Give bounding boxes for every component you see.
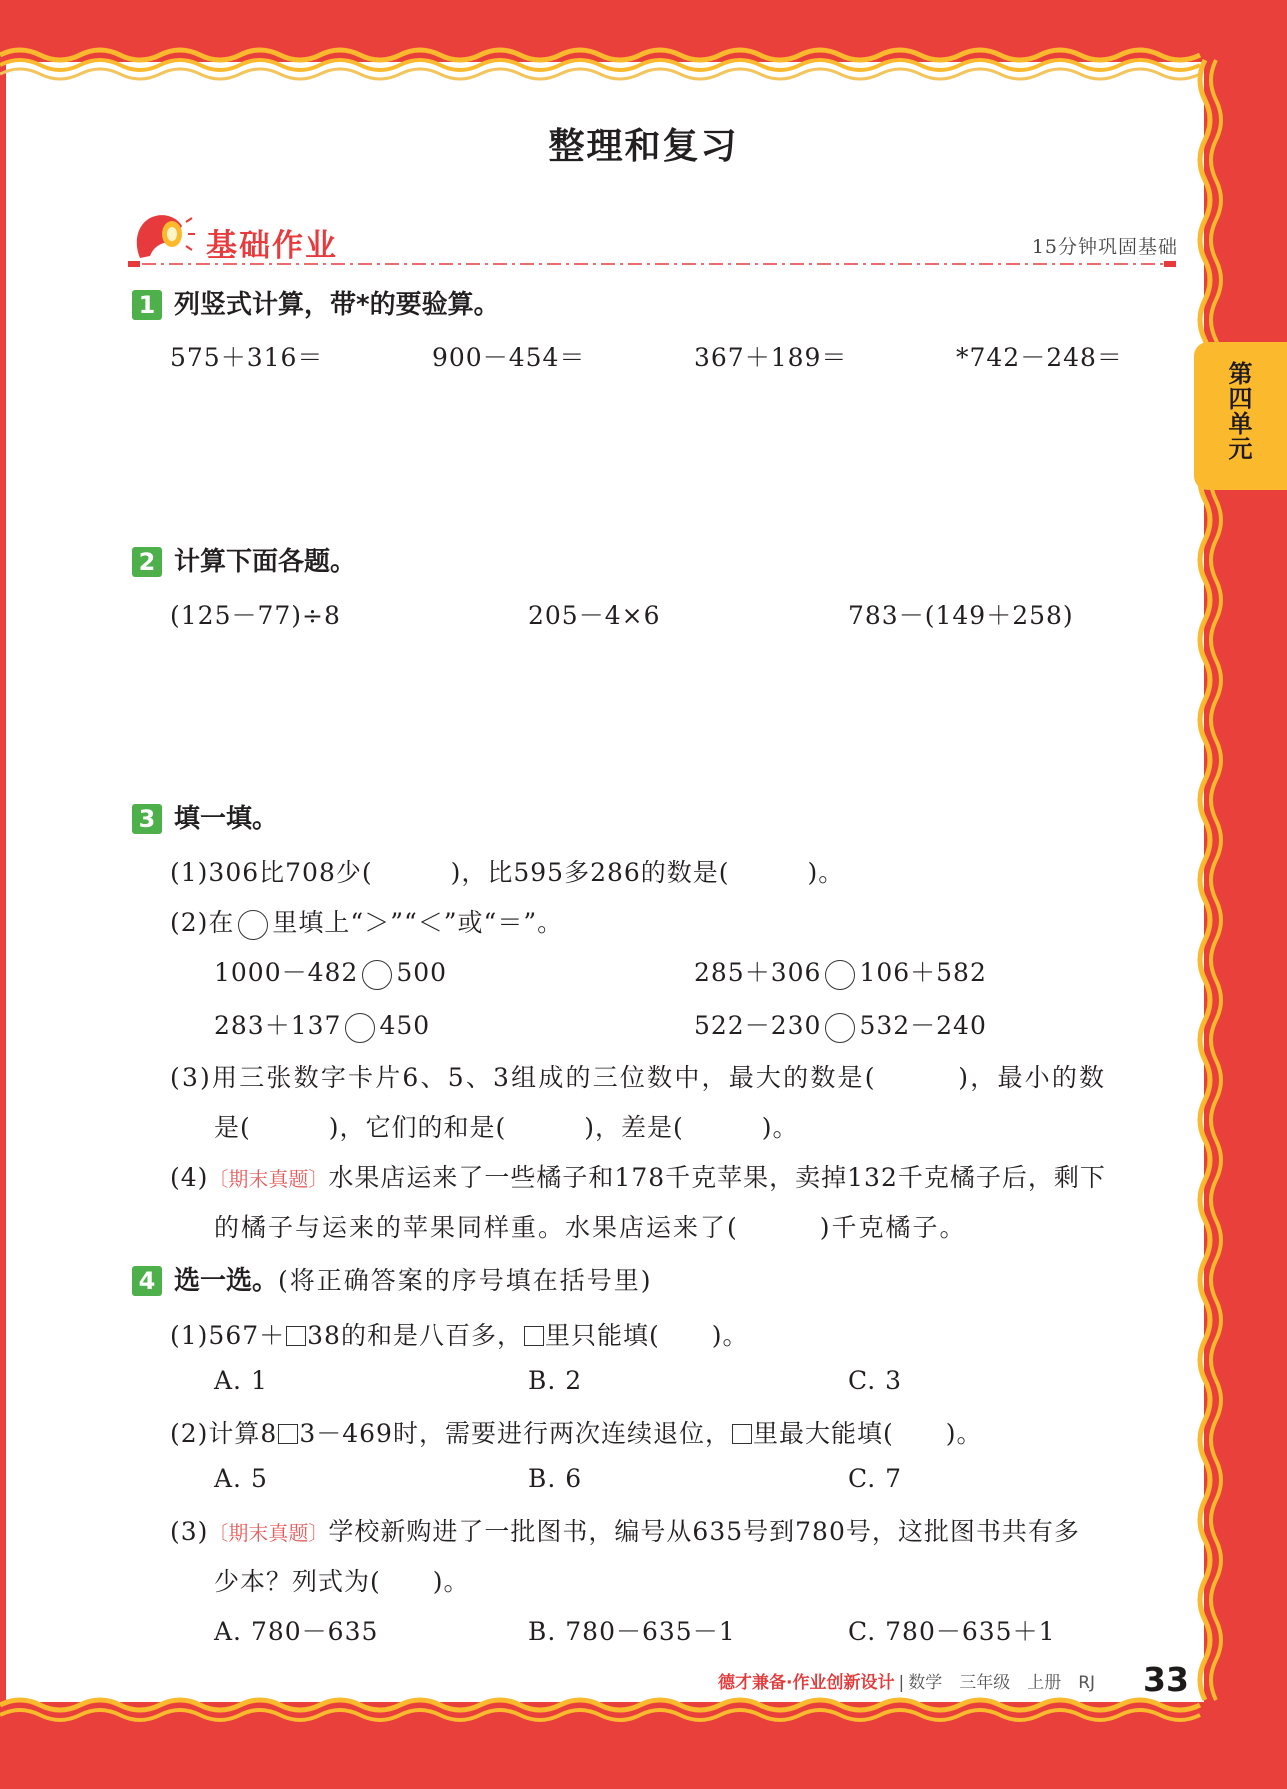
section-note: 15分钟巩固基础 xyxy=(1031,236,1178,258)
q4-sub-3-line-1 xyxy=(170,1512,1080,1548)
q4-sub-1 xyxy=(170,1316,748,1352)
compare-expression: 522－230 xyxy=(694,1011,822,1040)
q4-sub-2-option-b: B. 6 xyxy=(528,1464,583,1493)
compare-circle xyxy=(345,1013,375,1043)
q3-part-2 xyxy=(170,903,563,940)
section-title: 基础作业 xyxy=(206,228,338,264)
q1-item-3: 367＋189＝ xyxy=(694,343,848,372)
compare-row-1-left xyxy=(214,953,447,990)
compare-expression: 283＋137 xyxy=(214,1011,342,1040)
q4-sub-3-option-a: A. 780－635 xyxy=(214,1617,379,1646)
compare-circle xyxy=(825,1013,855,1043)
unit-side-tab-label: 第四单元 xyxy=(1228,360,1253,463)
q4-sub-1-option-c: C. 3 xyxy=(848,1366,903,1395)
section-header xyxy=(128,208,1178,268)
q4-sub-1-text: 38的和是八百多， xyxy=(307,1321,523,1350)
q2-item-2: 205－4×6 xyxy=(528,601,661,630)
q1-item-4: *742－248＝ xyxy=(956,343,1123,372)
q4-sub-2-option-a: A. 5 xyxy=(214,1464,268,1493)
blank-square xyxy=(286,1326,306,1346)
page-footer xyxy=(718,1668,1095,1693)
compare-expression: 106＋582 xyxy=(859,958,987,987)
question-number-badge: 3 xyxy=(132,804,162,834)
compare-circle xyxy=(825,960,855,990)
footer-separator: | xyxy=(898,1673,905,1693)
q4-sub-1-text: 里只能填( )。 xyxy=(544,1321,749,1350)
q2-item-3: 783－(149＋258) xyxy=(848,601,1074,630)
q4-sub-1-option-b: B. 2 xyxy=(528,1366,583,1395)
q3-part-4-line-1 xyxy=(170,1158,1106,1194)
question-4-text: 选一选。 xyxy=(174,1266,279,1296)
question-3-heading xyxy=(132,804,278,834)
q3-part-2-instruction: 里填上“＞”“＜”或“＝”。 xyxy=(272,908,564,937)
q1-item-2: 900－454＝ xyxy=(432,343,586,372)
question-4-heading xyxy=(132,1266,653,1296)
blank-square xyxy=(524,1326,544,1346)
exam-tag: 〔期末真题〕 xyxy=(208,1167,329,1191)
q4-sub-2-text: 3－469时，需要进行两次连续退位， xyxy=(299,1419,731,1448)
question-3-text: 填一填。 xyxy=(174,804,279,834)
q1-item-1: 575＋316＝ xyxy=(170,343,324,372)
q3-part-4-line-2: 的橘子与运来的苹果同样重。水果店运来了( )千克橘子。 xyxy=(214,1213,967,1242)
blank-square xyxy=(732,1424,752,1444)
q4-sub-2-option-c: C. 7 xyxy=(848,1464,903,1493)
exam-tag: 〔期末真题〕 xyxy=(208,1521,329,1545)
compare-circle xyxy=(362,960,392,990)
q4-sub-2-text: (2)计算8 xyxy=(170,1419,278,1448)
footer-book-info: 数学 三年级 上册 RJ xyxy=(908,1673,1096,1693)
q3-part-3-line-1: (3)用三张数字卡片6、5、3组成的三位数中，最大的数是( )，最小的数 xyxy=(170,1063,1107,1092)
q3-part-3-line-2: 是( )，它们的和是( )，差是( )。 xyxy=(214,1113,799,1142)
question-number-badge: 2 xyxy=(132,547,162,577)
footer-brand: 德才兼备·作业创新设计 xyxy=(718,1673,895,1693)
q4-sub-3-number: (3) xyxy=(170,1517,209,1546)
q4-sub-1-text: (1)567＋ xyxy=(170,1321,286,1350)
compare-expression: 500 xyxy=(396,958,448,987)
blank-square xyxy=(278,1424,298,1444)
q4-sub-2-text: 里最大能填( )。 xyxy=(752,1419,983,1448)
page-number: 33 xyxy=(1143,1660,1189,1699)
unit-side-tab xyxy=(1194,342,1287,490)
compare-expression: 285＋306 xyxy=(694,958,822,987)
compare-circle xyxy=(238,910,268,940)
question-1-text: 列竖式计算，带*的要验算。 xyxy=(174,290,500,320)
q4-sub-1-option-a: A. 1 xyxy=(214,1366,268,1395)
q3-part-1: (1)306比708少( )，比595多286的数是( )。 xyxy=(170,858,845,887)
q4-sub-3-option-b: B. 780－635－1 xyxy=(528,1617,736,1646)
q2-item-1: (125－77)÷8 xyxy=(170,601,341,630)
q4-sub-3-option-c: C. 780－635＋1 xyxy=(848,1617,1056,1646)
q3-part-4-text: 水果店运来了一些橘子和178千克苹果，卖掉132千克橘子后，剩下 xyxy=(328,1163,1106,1192)
compare-row-2-right xyxy=(694,1006,987,1043)
question-2-text: 计算下面各题。 xyxy=(174,547,357,577)
trumpet-icon xyxy=(132,212,196,264)
question-2-heading xyxy=(132,547,356,577)
q3-part-2-lead: (2)在 xyxy=(170,908,235,937)
q4-sub-3-text: 学校新购进了一批图书，编号从635号到780号，这批图书共有多 xyxy=(328,1517,1080,1546)
question-4-note: (将正确答案的序号填在括号里) xyxy=(278,1266,653,1295)
compare-expression: 532－240 xyxy=(859,1011,987,1040)
question-number-badge: 4 xyxy=(132,1266,162,1296)
section-divider xyxy=(128,261,1178,267)
question-1-heading xyxy=(132,290,500,320)
compare-row-1-right xyxy=(694,953,987,990)
compare-row-2-left xyxy=(214,1006,430,1043)
q4-sub-2 xyxy=(170,1414,982,1450)
question-number-badge: 1 xyxy=(132,290,162,320)
compare-expression: 1000－482 xyxy=(214,958,359,987)
compare-expression: 450 xyxy=(379,1011,431,1040)
page-title: 整理和复习 xyxy=(548,126,739,167)
q3-part-4-number: (4) xyxy=(170,1163,209,1192)
q4-sub-3-line-2: 少本？列式为( )。 xyxy=(214,1567,470,1596)
